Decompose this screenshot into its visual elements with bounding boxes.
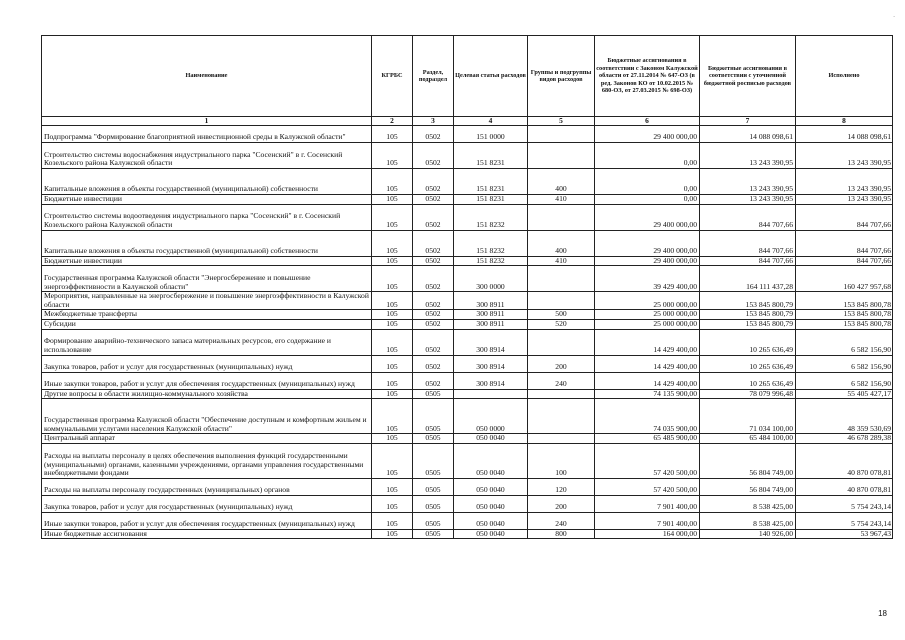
- row-kgrbs: 105: [372, 126, 413, 143]
- table-row: [42, 372, 893, 389]
- table-row: [42, 434, 893, 444]
- row-executed: 6 582 156,90: [796, 372, 893, 389]
- table-row: [42, 512, 893, 529]
- row-target: 300 8911: [454, 319, 528, 329]
- row-name: Мероприятия, направленные на энергосбережение и повышение энергоэффективности в Калужской области: [42, 292, 372, 310]
- row-assign-law: 65 485 900,00: [595, 434, 700, 444]
- row-section: 0502: [413, 329, 454, 355]
- row-target: 050 0040: [454, 443, 528, 478]
- row-section: 0502: [413, 143, 454, 169]
- table-row: [42, 292, 893, 310]
- scan-mark: ·: [893, 14, 895, 21]
- row-assign-refined: 844 707,66: [700, 230, 796, 256]
- row-executed: 13 243 390,95: [796, 169, 893, 195]
- row-kgrbs: 105: [372, 443, 413, 478]
- row-section: 0505: [413, 478, 454, 495]
- table-row: [42, 399, 893, 434]
- row-name: Субсидии: [42, 319, 372, 329]
- column-number: 8: [796, 117, 893, 126]
- row-assign-law: 39 429 400,00: [595, 266, 700, 292]
- row-name: Иные бюджетные ассигнования: [42, 529, 372, 539]
- row-name: Строительство системы водоотведения индустриального парка "Сосенский" в г. Сосенский Козельского района Калужской области: [42, 204, 372, 230]
- row-kgrbs: 105: [372, 169, 413, 195]
- column-number: 6: [595, 117, 700, 126]
- row-assign-refined: 8 538 425,00: [700, 495, 796, 512]
- row-group: 120: [528, 478, 595, 495]
- row-group: 400: [528, 230, 595, 256]
- column-number-row: [42, 117, 893, 126]
- header-kgrbs: КГРБС: [372, 36, 413, 117]
- row-kgrbs: 105: [372, 292, 413, 310]
- row-assign-law: 14 429 400,00: [595, 355, 700, 372]
- row-target: 300 8914: [454, 372, 528, 389]
- row-assign-law: 74 135 900,00: [595, 389, 700, 399]
- row-name: Формирование аварийно-технического запаса материальных ресурсов, его содержание и использование: [42, 329, 372, 355]
- header-section: Раздел, подраздел: [413, 36, 454, 117]
- row-target: 300 8914: [454, 355, 528, 372]
- row-section: 0502: [413, 169, 454, 195]
- row-group: [528, 329, 595, 355]
- row-kgrbs: 105: [372, 478, 413, 495]
- row-target: 050 0040: [454, 529, 528, 539]
- row-name: Бюджетные инвестиции: [42, 195, 372, 205]
- row-target: 300 8914: [454, 329, 528, 355]
- table-row: [42, 495, 893, 512]
- row-target: 151 8232: [454, 204, 528, 230]
- row-kgrbs: 105: [372, 310, 413, 320]
- header-assign-law: Бюджетные ассигнования в соответствии с Законом Калужской области от 27.11.2014 № 647-ОЗ (в ред. Законов КО от 10.02.2015 № 680-ОЗ, от 27.03.2015 № 698-ОЗ): [595, 36, 700, 117]
- row-kgrbs: 105: [372, 195, 413, 205]
- row-target: 050 0040: [454, 512, 528, 529]
- table-row: [42, 329, 893, 355]
- table-row: [42, 195, 893, 205]
- row-name: Строительство системы водоснабжения индустриального парка "Сосенский" в г. Сосенский Козельского района Калужской области: [42, 143, 372, 169]
- row-kgrbs: 105: [372, 230, 413, 256]
- row-group: 500: [528, 310, 595, 320]
- row-executed: 48 359 530,69: [796, 399, 893, 434]
- row-target: 050 0040: [454, 478, 528, 495]
- row-target: 151 8231: [454, 195, 528, 205]
- row-section: 0505: [413, 389, 454, 399]
- page-number: 18: [878, 609, 887, 618]
- row-name: Другие вопросы в области жилищно-коммунального хозяйства: [42, 389, 372, 399]
- row-assign-refined: 153 845 800,79: [700, 310, 796, 320]
- budget-table: [41, 35, 893, 539]
- row-executed: 844 707,66: [796, 256, 893, 266]
- row-executed: 844 707,66: [796, 230, 893, 256]
- row-kgrbs: 105: [372, 529, 413, 539]
- row-name: Межбюджетные трансферты: [42, 310, 372, 320]
- row-executed: 40 870 078,81: [796, 478, 893, 495]
- row-assign-law: 57 420 500,00: [595, 478, 700, 495]
- row-target: [454, 389, 528, 399]
- row-assign-refined: 56 804 749,00: [700, 478, 796, 495]
- row-name: Капитальные вложения в объекты государственной (муниципальной) собственности: [42, 169, 372, 195]
- row-target: 050 0040: [454, 495, 528, 512]
- row-assign-refined: 153 845 800,79: [700, 319, 796, 329]
- row-group: 200: [528, 355, 595, 372]
- row-group: 520: [528, 319, 595, 329]
- row-kgrbs: 105: [372, 329, 413, 355]
- row-group: [528, 399, 595, 434]
- table-body: [42, 126, 893, 539]
- row-target: 300 8911: [454, 292, 528, 310]
- header-executed: Исполнено: [796, 36, 893, 117]
- row-section: 0505: [413, 434, 454, 444]
- row-group: 240: [528, 512, 595, 529]
- row-executed: 14 088 098,61: [796, 126, 893, 143]
- row-name: Иные закупки товаров, работ и услуг для обеспечения государственных (муниципальных) нужд: [42, 512, 372, 529]
- row-assign-refined: 10 265 636,49: [700, 372, 796, 389]
- row-group: 200: [528, 495, 595, 512]
- column-number: 7: [700, 117, 796, 126]
- row-group: [528, 143, 595, 169]
- row-section: 0502: [413, 266, 454, 292]
- table-row: [42, 478, 893, 495]
- row-name: Капитальные вложения в объекты государственной (муниципальной) собственности: [42, 230, 372, 256]
- table-row: [42, 266, 893, 292]
- column-number: 4: [454, 117, 528, 126]
- row-assign-law: 0,00: [595, 143, 700, 169]
- table-row: [42, 256, 893, 266]
- row-target: 300 8911: [454, 310, 528, 320]
- row-group: 410: [528, 195, 595, 205]
- row-name: Государственная программа Калужской области "Обеспечение доступным и комфортным жильем и коммунальными услугами населения Калужской области": [42, 399, 372, 434]
- row-assign-law: 29 400 000,00: [595, 204, 700, 230]
- row-assign-law: 29 400 000,00: [595, 230, 700, 256]
- row-target: 151 0000: [454, 126, 528, 143]
- row-assign-refined: 140 926,00: [700, 529, 796, 539]
- row-target: 151 8231: [454, 143, 528, 169]
- row-target: 300 0000: [454, 266, 528, 292]
- row-assign-law: 25 000 000,00: [595, 319, 700, 329]
- row-executed: 844 707,66: [796, 204, 893, 230]
- header-groups: Группы и подгруппы видов расходов: [528, 36, 595, 117]
- row-kgrbs: 105: [372, 389, 413, 399]
- row-executed: 153 845 800,78: [796, 319, 893, 329]
- row-section: 0502: [413, 355, 454, 372]
- row-assign-law: 29 400 000,00: [595, 126, 700, 143]
- table-row: [42, 143, 893, 169]
- header-name: Наименование: [42, 36, 372, 117]
- row-assign-law: 25 000 000,00: [595, 310, 700, 320]
- row-name: Расходы на выплаты персоналу государственных (муниципальных) органов: [42, 478, 372, 495]
- table-row: [42, 389, 893, 399]
- table-row: [42, 443, 893, 478]
- row-kgrbs: 105: [372, 204, 413, 230]
- row-kgrbs: 105: [372, 372, 413, 389]
- row-assign-refined: 844 707,66: [700, 204, 796, 230]
- row-assign-refined: 10 265 636,49: [700, 329, 796, 355]
- row-section: 0502: [413, 292, 454, 310]
- row-target: 151 8232: [454, 230, 528, 256]
- row-section: 0502: [413, 126, 454, 143]
- row-assign-refined: 844 707,66: [700, 256, 796, 266]
- row-section: 0505: [413, 495, 454, 512]
- row-kgrbs: 105: [372, 256, 413, 266]
- row-executed: 53 967,43: [796, 529, 893, 539]
- row-name: Бюджетные инвестиции: [42, 256, 372, 266]
- row-assign-law: 29 400 000,00: [595, 256, 700, 266]
- row-assign-law: 0,00: [595, 169, 700, 195]
- row-executed: 13 243 390,95: [796, 143, 893, 169]
- row-executed: 13 243 390,95: [796, 195, 893, 205]
- row-kgrbs: 105: [372, 399, 413, 434]
- row-section: 0505: [413, 529, 454, 539]
- row-name: Иные закупки товаров, работ и услуг для обеспечения государственных (муниципальных) нужд: [42, 372, 372, 389]
- row-assign-law: 164 000,00: [595, 529, 700, 539]
- table-row: [42, 204, 893, 230]
- row-assign-refined: 78 079 996,48: [700, 389, 796, 399]
- row-executed: 5 754 243,14: [796, 495, 893, 512]
- row-target: 050 0040: [454, 434, 528, 444]
- row-assign-law: 74 035 900,00: [595, 399, 700, 434]
- row-group: 410: [528, 256, 595, 266]
- row-executed: 160 427 957,68: [796, 266, 893, 292]
- row-section: 0502: [413, 230, 454, 256]
- header-row: [42, 36, 893, 117]
- column-number: 2: [372, 117, 413, 126]
- row-assign-law: 25 000 000,00: [595, 292, 700, 310]
- row-assign-law: 7 901 400,00: [595, 512, 700, 529]
- row-assign-law: 14 429 400,00: [595, 372, 700, 389]
- table-row: [42, 319, 893, 329]
- row-kgrbs: 105: [372, 434, 413, 444]
- row-section: 0505: [413, 443, 454, 478]
- row-section: 0502: [413, 372, 454, 389]
- row-assign-law: 0,00: [595, 195, 700, 205]
- row-name: Расходы на выплаты персоналу в целях обеспечения выполнения функций государственными (муниципальными) органами, казенными учреждениями, органами управления государственными внебюджетными фондами: [42, 443, 372, 478]
- row-assign-refined: 14 088 098,61: [700, 126, 796, 143]
- row-assign-refined: 153 845 800,79: [700, 292, 796, 310]
- row-executed: 40 870 078,81: [796, 443, 893, 478]
- row-group: 100: [528, 443, 595, 478]
- row-name: Подпрограмма "Формирование благоприятной инвестиционной среды в Калужской области": [42, 126, 372, 143]
- table-row: [42, 355, 893, 372]
- row-assign-law: 7 901 400,00: [595, 495, 700, 512]
- row-section: 0502: [413, 310, 454, 320]
- table-row: [42, 310, 893, 320]
- row-target: 151 8232: [454, 256, 528, 266]
- table-row: [42, 126, 893, 143]
- table-row: [42, 529, 893, 539]
- table-row: [42, 169, 893, 195]
- row-section: 0502: [413, 204, 454, 230]
- row-kgrbs: 105: [372, 266, 413, 292]
- row-section: 0502: [413, 195, 454, 205]
- row-executed: 55 405 427,17: [796, 389, 893, 399]
- row-name: Закупка товаров, работ и услуг для государственных (муниципальных) нужд: [42, 495, 372, 512]
- row-assign-refined: 10 265 636,49: [700, 355, 796, 372]
- row-section: 0502: [413, 319, 454, 329]
- row-kgrbs: 105: [372, 143, 413, 169]
- row-kgrbs: 105: [372, 319, 413, 329]
- row-executed: 46 678 289,38: [796, 434, 893, 444]
- row-kgrbs: 105: [372, 495, 413, 512]
- column-number: 5: [528, 117, 595, 126]
- row-executed: 6 582 156,90: [796, 329, 893, 355]
- row-target: 050 0000: [454, 399, 528, 434]
- header-assign-refined: Бюджетные ассигнования в соответствии с уточненной бюджетной росписью расходов: [700, 36, 796, 117]
- column-number: 3: [413, 117, 454, 126]
- row-section: 0502: [413, 256, 454, 266]
- row-executed: 6 582 156,90: [796, 355, 893, 372]
- row-target: 151 8231: [454, 169, 528, 195]
- row-section: 0505: [413, 399, 454, 434]
- header-target: Целевая статья расходов: [454, 36, 528, 117]
- table-row: [42, 230, 893, 256]
- row-assign-refined: 65 484 100,00: [700, 434, 796, 444]
- row-group: [528, 266, 595, 292]
- row-name: Государственная программа Калужской области "Энергосбережение и повышение энергоэффективности в Калужской области": [42, 266, 372, 292]
- row-group: [528, 434, 595, 444]
- row-group: 800: [528, 529, 595, 539]
- row-assign-refined: 71 034 100,00: [700, 399, 796, 434]
- row-executed: 153 845 800,78: [796, 310, 893, 320]
- row-executed: 153 845 800,78: [796, 292, 893, 310]
- row-assign-refined: 56 804 749,00: [700, 443, 796, 478]
- column-number: 1: [42, 117, 372, 126]
- row-assign-refined: 8 538 425,00: [700, 512, 796, 529]
- row-executed: 5 754 243,14: [796, 512, 893, 529]
- row-group: 240: [528, 372, 595, 389]
- row-group: [528, 389, 595, 399]
- row-assign-refined: 13 243 390,95: [700, 143, 796, 169]
- row-assign-refined: 13 243 390,95: [700, 195, 796, 205]
- row-group: [528, 126, 595, 143]
- row-assign-law: 14 429 400,00: [595, 329, 700, 355]
- row-group: [528, 292, 595, 310]
- row-name: Закупка товаров, работ и услуг для государственных (муниципальных) нужд: [42, 355, 372, 372]
- row-kgrbs: 105: [372, 355, 413, 372]
- row-kgrbs: 105: [372, 512, 413, 529]
- row-assign-refined: 164 111 437,28: [700, 266, 796, 292]
- row-section: 0505: [413, 512, 454, 529]
- row-group: 400: [528, 169, 595, 195]
- row-group: [528, 204, 595, 230]
- row-name: Центральный аппарат: [42, 434, 372, 444]
- row-assign-refined: 13 243 390,95: [700, 169, 796, 195]
- row-assign-law: 57 420 500,00: [595, 443, 700, 478]
